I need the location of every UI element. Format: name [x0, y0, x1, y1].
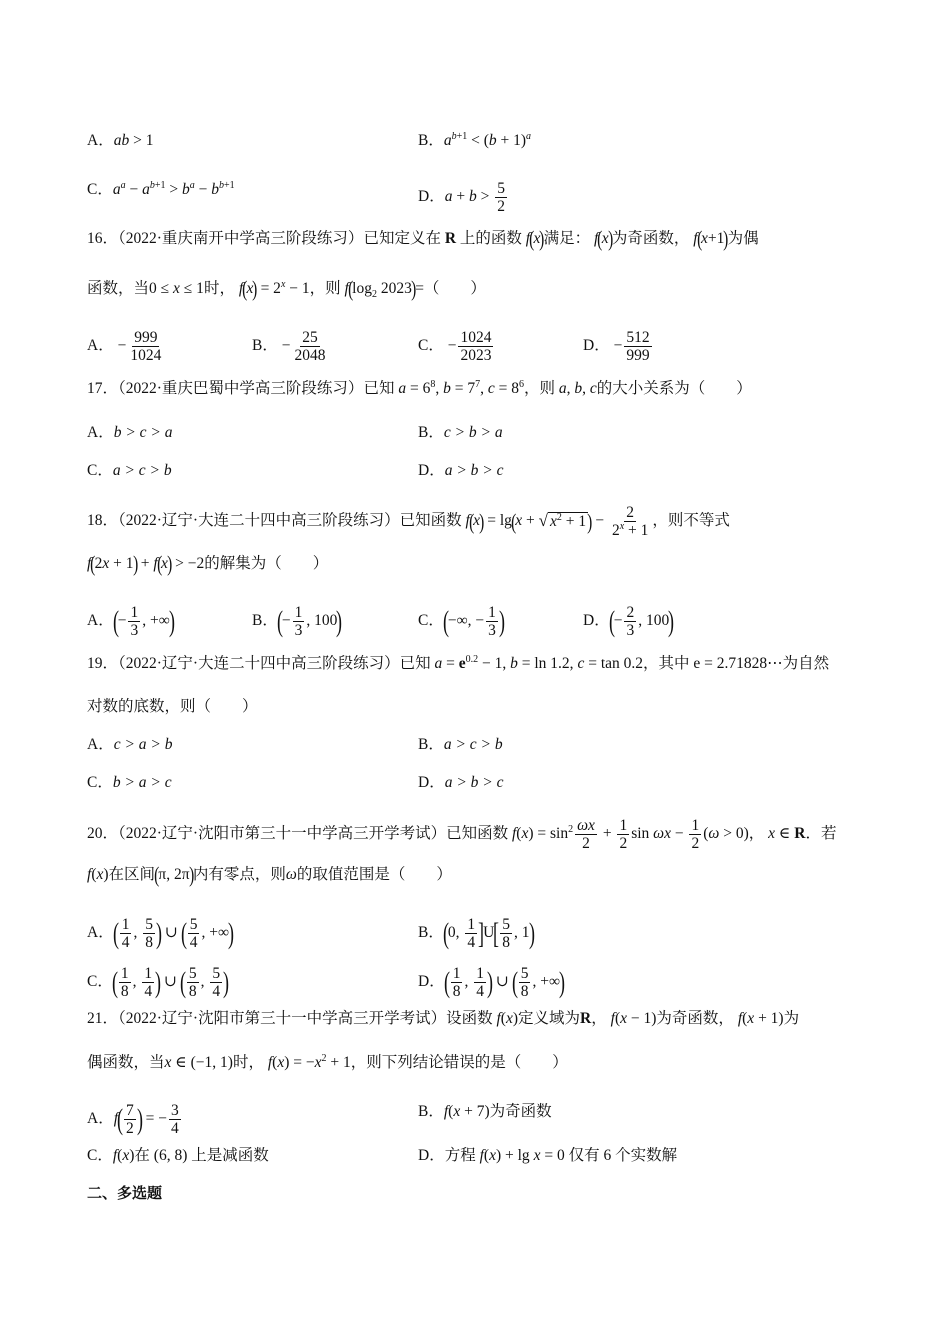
fraction: $\frac{1024}{2023}$: [460, 329, 492, 364]
q21-option-a: A．f( $\frac{7}{2}$ ) = − $\frac{3}{4}$: [87, 1102, 179, 1137]
q19-option-c: C．b > a > c: [87, 774, 172, 791]
q18-option-d: D．(− $\frac{2}{3}$ , 100): [583, 604, 675, 639]
q16-option-a: A． − $\frac{999}{1024}$: [87, 329, 162, 364]
q20-option-b: B．(0, $\frac{1}{4}$ ]U[ $\frac{5}{8}$ , 1): [418, 916, 535, 951]
section-heading: 二、多选题: [87, 1185, 163, 1202]
q18-option-a: A．(− $\frac{1}{3}$ , +∞): [87, 604, 175, 639]
q16-option-d: D． − $\frac{512}{999}$: [583, 329, 650, 364]
q21-stem-line2: 偶函数，当x ∈ (−1, 1)时， $f(x) = -x^2 + 1$，则下列结论错误的是（ ）: [87, 1053, 568, 1071]
q18-option-c: C．(−∞, − $\frac{1}{3}$ ): [418, 604, 505, 639]
fraction: $\frac{25}{2048}$: [294, 329, 326, 364]
q19-option-b: B．a > c > b: [418, 736, 503, 753]
q19-stem-line2: 对数的底数，则（ ）: [87, 698, 258, 715]
q18-stem-line1: 18．（2022·辽宁·大连二十四中高三阶段练习）已知函数 f(x) = lg(x + √ $x^2 + 1$) − $\frac{2}{2^x + 1}$ ，则不等式: [87, 504, 730, 539]
q20-stem-line1: 20．（2022·辽宁·沈阳市第三十一中学高三开学考试）已知函数 $f(x) = \sin^2$ $\frac{\omega x}{2}$ + $\frac{1}{2}$ sin ωx − $\frac{1}{2}$ (ω > 0)， x ∈ R．若: [87, 817, 837, 852]
q17-option-d: D．a > b > c: [418, 462, 504, 479]
q20-option-a: A．( $\frac{1}{4}$ , $\frac{5}{8}$ ) ∪ ( $\frac{5}{4}$ , +∞): [87, 916, 234, 951]
q17-option-b: B．c > b > a: [418, 424, 503, 441]
q15-option-a: A．ab > 1: [87, 132, 154, 149]
q15-option-c: C．$a^a - a^{b+1} > b^a - b^{b+1}$: [87, 180, 235, 198]
q18-option-b: B．(− $\frac{1}{3}$ , 100): [252, 604, 343, 639]
fraction: $\frac{999}{1024}$: [130, 329, 162, 364]
q21-option-b: B．f(x + 7)为奇函数: [418, 1103, 552, 1120]
q20-option-d: D．( $\frac{1}{8}$ , $\frac{1}{4}$ ) ∪ ( $\frac{5}{8}$ , +∞): [418, 965, 565, 1000]
q21-stem-line1: 21．（2022·辽宁·沈阳市第三十一中学高三开学考试）设函数 f(x)定义域为R， f(x − 1)为奇函数， f(x + 1)为: [87, 1010, 800, 1027]
q18-stem-line2: f(2x + 1) + f(x) > −2的解集为（ ）: [87, 551, 329, 577]
sqrt: √ $x^2 + 1$: [538, 511, 587, 530]
q20-option-c: C．( $\frac{1}{8}$ , $\frac{1}{4}$ ) ∪ ( $\frac{5}{8}$ , $\frac{5}{4}$ ): [87, 965, 230, 1000]
q17-option-c: C．a > c > b: [87, 462, 172, 479]
q16-option-b: B． − $\frac{25}{2048}$: [252, 329, 326, 364]
q16-stem-line1: 16．（2022·重庆南开中学高三阶段练习）已知定义在 R 上的函数 f(x)满足： f(x)为奇函数， f(x+1)为偶: [87, 226, 759, 252]
q15-option-d: D．a + b > $\frac{5}{2}$: [418, 180, 505, 215]
q20-stem-line2: f(x)在区间(π, 2π)内有零点，则ω的取值范围是（ ）: [87, 862, 452, 888]
q17-option-a: A．b > c > a: [87, 424, 173, 441]
q15-option-b: B．$a^{b+1} < (b + 1)^a$: [418, 131, 532, 149]
fraction: $\frac{512}{999}$: [626, 329, 650, 364]
q16-option-c: C． − $\frac{1024}{2023}$: [418, 329, 492, 364]
fraction: $\frac{5}{2}$: [497, 180, 505, 215]
fraction: $\frac{2}{2^x + 1}$: [611, 504, 649, 539]
q21-option-d: D．方程 f(x) + lg x = 0 仅有 6 个实数解: [418, 1147, 678, 1164]
q19-stem-line1: 19．（2022·辽宁·大连二十四中高三阶段练习）已知 $a = e^{0.2} - 1$, b = ln 1.2, c = tan 0.2，其中 e = 2.71828⋯为自然: [87, 654, 830, 672]
q19-option-d: D．a > b > c: [418, 774, 504, 791]
q16-stem-line2: 函数，当0 ≤ x ≤ 1时， $f(x) = 2^x - 1$，则 $f(\log_2$ 2023)=（ ）: [87, 276, 486, 302]
q21-option-c: C．f(x)在 (6, 8) 上是减函数: [87, 1147, 269, 1164]
q19-option-a: A．c > a > b: [87, 736, 173, 753]
q17-stem: 17．（2022·重庆巴蜀中学高三阶段练习）已知 $a = 6^8$, $b = 7^7$, $c = 8^6$，则 a, b, c的大小关系为（ ）: [87, 379, 752, 397]
